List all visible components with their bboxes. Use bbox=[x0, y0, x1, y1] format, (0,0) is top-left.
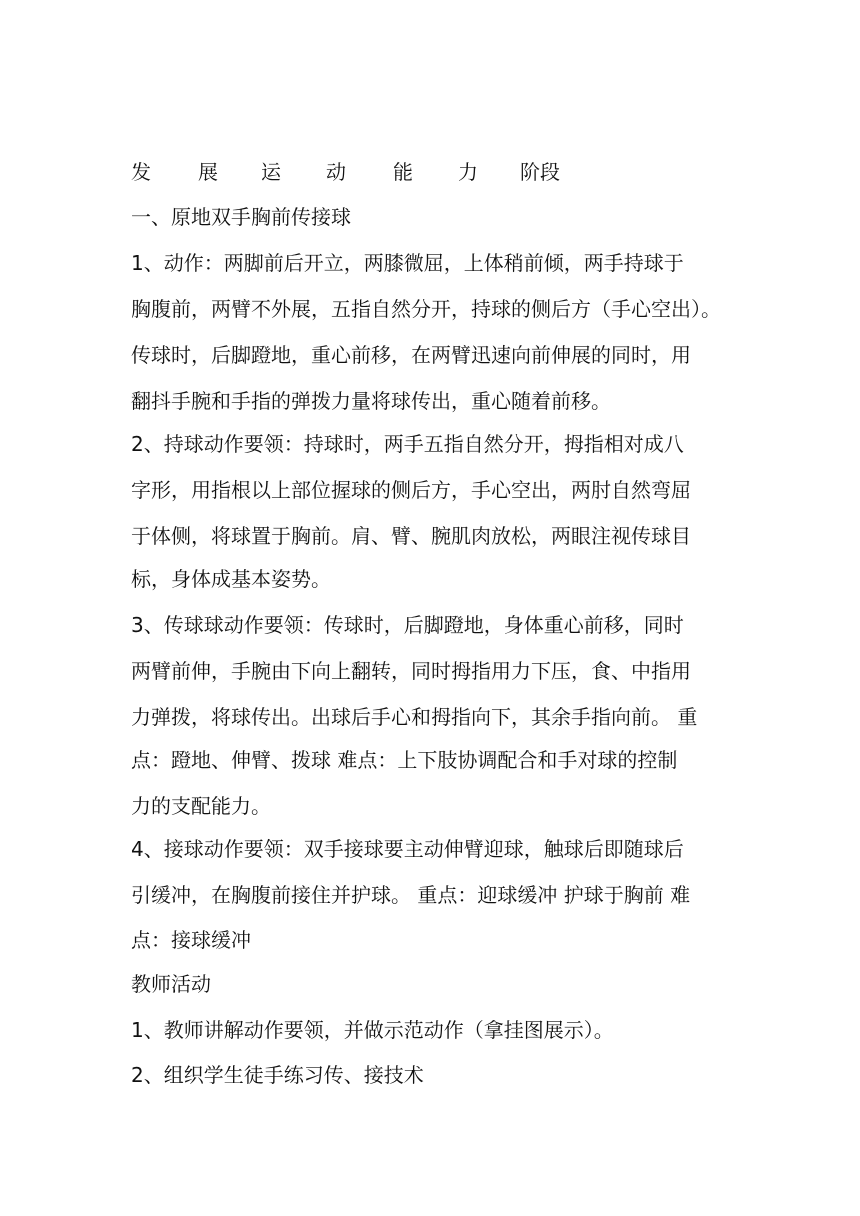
body-text-line: 3、传球球动作要领：传球时，后脚蹬地，身体重心前移，同时 bbox=[131, 613, 684, 637]
body-text-line: 2、组织学生徒手练习传、接技术 bbox=[131, 1063, 424, 1087]
section-heading: 教师活动 bbox=[131, 972, 211, 996]
title-char: 阶段 bbox=[520, 160, 560, 184]
body-text-line: 点：接球缓冲 bbox=[131, 928, 251, 952]
body-text-line: 传球时，后脚蹬地，重心前移，在两臂迅速向前伸展的同时，用 bbox=[131, 343, 691, 367]
body-text-line: 力弹拨，将球传出。出球后手心和拇指向下，其余手指向前。 重 bbox=[131, 705, 698, 729]
body-text-line: 翻抖手腕和手指的弹拨力量将球传出，重心随着前移。 bbox=[131, 389, 611, 413]
title-char: 能 bbox=[393, 160, 413, 184]
body-text-line: 4、接球动作要领：双手接球要主动伸臂迎球，触球后即随球后 bbox=[131, 837, 684, 861]
body-text-line: 点：蹬地、伸臂、拨球 难点：上下肢协调配合和手对球的控制 bbox=[131, 748, 678, 772]
title-char: 运 bbox=[261, 160, 281, 184]
body-text-line: 1、教师讲解动作要领，并做示范动作（拿挂图展示）。 bbox=[131, 1018, 614, 1042]
title-char: 力 bbox=[458, 160, 478, 184]
section-heading: 一、原地双手胸前传接球 bbox=[131, 205, 351, 229]
body-text-line: 于体侧，将球置于胸前。肩、臂、腕肌肉放松，两眼注视传球目 bbox=[131, 524, 691, 548]
body-text-line: 引缓冲，在胸腹前接住并护球。 重点：迎球缓冲 护球于胸前 难 bbox=[131, 883, 691, 907]
title-char: 发 bbox=[131, 160, 151, 184]
body-text-line: 2、持球动作要领：持球时，两手五指自然分开，拇指相对成八 bbox=[131, 432, 684, 456]
body-text-line: 两臂前伸，手腕由下向上翻转，同时拇指用力下压，食、中指用 bbox=[131, 659, 691, 683]
body-text-line: 1、动作：两脚前后开立，两膝微屈，上体稍前倾，两手持球于 bbox=[131, 251, 684, 275]
title-char: 动 bbox=[326, 160, 346, 184]
body-text-line: 标，身体成基本姿势。 bbox=[131, 567, 331, 591]
title-char: 展 bbox=[198, 160, 218, 184]
body-text-line: 力的支配能力。 bbox=[131, 794, 271, 818]
body-text-line: 胸腹前，两臂不外展，五指自然分开，持球的侧后方（手心空出）。 bbox=[131, 297, 721, 321]
body-text-line: 字形，用指根以上部位握球的侧后方，手心空出，两肘自然弯屈 bbox=[131, 478, 691, 502]
